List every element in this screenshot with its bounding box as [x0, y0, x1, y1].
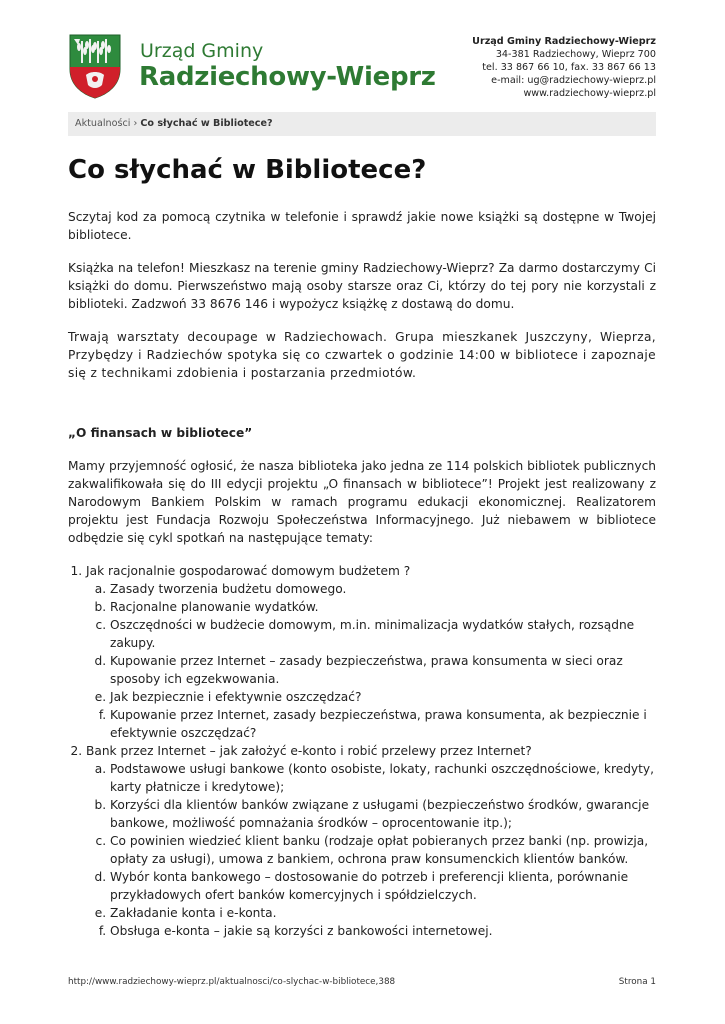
breadcrumb-parent-link[interactable]: Aktualności	[75, 118, 131, 129]
paragraph-qr: Sczytaj kod za pomocą czytnika w telefonie i sprawdź jakie nowe książki są dostępne w Twojej bibliotece.	[68, 210, 656, 242]
subtopic-item: d. Kupowanie przez Internet – zasady bezpieczeństwa, prawa konsumenta w sieci oraz sposoby ich egzekwowania.	[110, 652, 656, 688]
subtopic-item: d. Wybór konta bankowego – dostosowanie do potrzeb i preferencji klienta, porównanie przykładowych ofert banków komercyjnych i spółdzielczych.	[110, 868, 656, 904]
topic-item	[86, 562, 656, 742]
topic-title: Bank przez Internet – jak założyć e-konto i robić przelewy przez Internet?	[86, 744, 532, 758]
article-content	[68, 208, 656, 940]
breadcrumb	[68, 112, 656, 136]
subtopic-item: e. Zakładanie konta i e-konta.	[110, 904, 656, 922]
topic-item	[86, 742, 656, 940]
section-heading: „O finansach w bibliotece”	[68, 426, 253, 440]
footer-url: http://www.radziechowy-wieprz.pl/aktualnosci/co-slychac-w-bibliotece,388	[68, 977, 396, 987]
topics-list	[68, 562, 656, 940]
section-intro: Mamy przyjemność ogłosić, że nasza biblioteka jako jedna ze 114 polskich bibliotek publicznych zakwalifikowała się do III edycji projektu „O finansach w bibliotece”! Projekt jest realizowany z Narodowym Bankiem Polskim w ramach programu edukacji ekonomicznej. Realizatorem projektu jest Fundacja Rozwoju Społeczeństwa Informacyjnego. Już niebawem w bibliotece odbędzie się cykl spotkań na następujące tematy:	[68, 459, 656, 545]
subtopic-item: c. Oszczędności w budżecie domowym, m.in. minimalizacja wydatków stałych, rozsądne zakupy.	[110, 616, 656, 652]
logo-line1: Urząd Gminy	[140, 40, 264, 62]
coat-of-arms-logo	[68, 33, 122, 103]
paragraph-decoupage: Trwają warsztaty decoupage w Radziechowach. Grupa mieszkanek Juszczyny, Wieprza, Przybędzy i Radziechów spotyka się co czwartek o godzinie 14:00 w bibliotece i zapoznaje się z technikami zdobienia i postarzania przedmiotów.	[68, 330, 656, 380]
logo-line2: Radziechowy-Wieprz	[139, 62, 436, 92]
subtopic-item: a. Zasady tworzenia budżetu domowego.	[110, 580, 656, 598]
subtopic-item: f. Kupowanie przez Internet, zasady bezpieczeństwa, prawa konsumenta, ak bezpiecznie i efektywnie oszczędzać?	[110, 706, 656, 742]
contact-block	[472, 35, 656, 100]
contact-email: e-mail: ug@radziechowy-wieprz.pl	[491, 75, 656, 86]
subtopic-item: b. Korzyści dla klientów banków związane z usługami (bezpieczeństwo środków, gwarancje bankowe, możliwość pomnażania środków – oprocentowanie itp.);	[110, 796, 656, 832]
subtopics-list	[86, 760, 656, 940]
contact-org: Urząd Gminy Radziechowy-Wieprz	[472, 36, 656, 47]
subtopic-item: a. Podstawowe usługi bankowe (konto osobiste, lokaty, rachunki oszczędnościowe, kredyty, karty płatnicze i kredytowe);	[110, 760, 656, 796]
contact-phone: tel. 33 867 66 10, fax. 33 867 66 13	[482, 62, 656, 73]
breadcrumb-separator: ›	[130, 118, 141, 129]
page-title: Co słychać w Bibliotece?	[68, 155, 427, 185]
contact-address: 34-381 Radziechowy, Wieprz 700	[495, 49, 656, 60]
subtopic-item: c. Co powinien wiedzieć klient banku (rodzaje opłat pobieranych przez banki (np. prowizja, opłaty za usługi), umowa z bankiem, ochrona praw konsumenckich klientów banków.	[110, 832, 656, 868]
subtopic-item: b. Racjonalne planowanie wydatków.	[110, 598, 656, 616]
paragraph-book-delivery: Książka na telefon! Mieszkasz na terenie gminy Radziechowy-Wieprz? Za darmo dostarczymy Ci książki do domu. Pierwszeństwo mają osoby starsze oraz Ci, którzy do tej pory nie korzystali z biblioteki. Zadzwoń 33 8676 146 i wypożycz książkę z dostawą do domu.	[68, 261, 656, 311]
contact-www: www.radziechowy-wieprz.pl	[523, 88, 656, 99]
subtopic-item: f. Obsługa e-konta – jakie są korzyści z bankowości internetowej.	[110, 922, 656, 940]
subtopic-item: e. Jak bezpiecznie i efektywnie oszczędzać?	[110, 688, 656, 706]
footer-page-number: Strona 1	[618, 977, 656, 987]
breadcrumb-current: Co słychać w Bibliotece?	[140, 118, 273, 129]
subtopics-list	[86, 580, 656, 742]
topic-title: Jak racjonalnie gospodarować domowym budżetem ?	[86, 564, 411, 578]
